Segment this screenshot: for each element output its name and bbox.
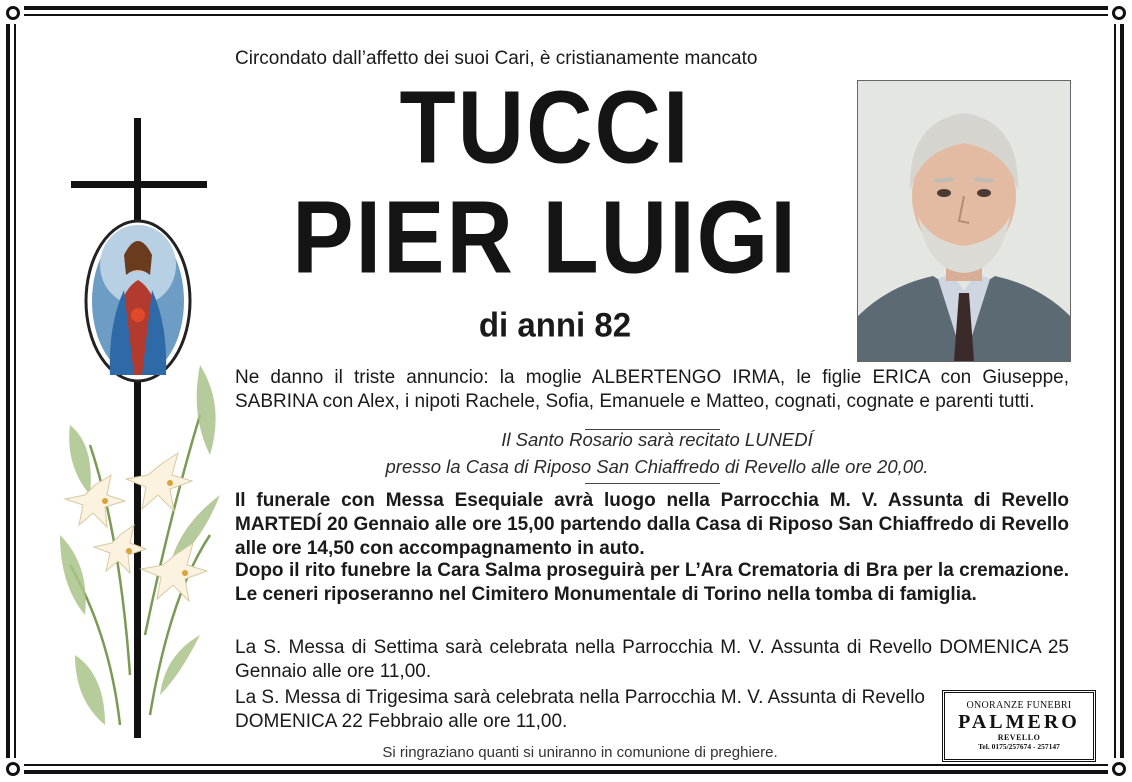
rosary-line-2: presso la Casa di Riposo San Chiaffredo di Revello alle ore 20,00. — [385, 456, 929, 477]
intro-line: Circondato dall’affetto dei suoi Cari, è cristianamente mancato — [235, 48, 758, 69]
rosary-line-1: Il Santo Rosario sarà recitato LUNEDÍ — [501, 429, 813, 450]
funeral-home-box — [942, 690, 1096, 762]
thanks-line: Si ringraziano quanti si uniranno in comunione di preghiere. — [382, 744, 778, 761]
funeral-details: Il funerale con Messa Esequiale avrà luogo nella Parrocchia M. V. Assunta di Revello MARTEDÍ 20 Gennaio alle ore 15,00 partendo dalla Casa di Riposo San Chiaffredo di Revello alle ore 14,50 con accompagnamento in auto. — [235, 490, 1069, 559]
funeral-home-name: PALMERO — [958, 711, 1080, 733]
cremation-details: Dopo il rito funebre la Cara Salma proseguirà per L’Ara Crematoria di Bra per la cremazione. Le ceneri riposeranno nel Cimitero Monumentale di Torino nella tomba di famiglia. — [235, 560, 1069, 605]
funeral-home-city: REVELLO — [997, 733, 1041, 742]
deceased-surname: TUCCI — [399, 70, 691, 186]
mass-thirtieth-day: La S. Messa di Trigesima sarà celebrata nella Parrocchia M. V. Assunta di Revello DOMENICA 22 Febbraio alle ore 11,00. — [235, 687, 925, 732]
corner-ornament — [1108, 2, 1130, 24]
announcement-text: Ne danno il triste annuncio: la moglie ALBERTENGO IRMA, le figlie ERICA con Giuseppe, SABRINA con Alex, i nipoti Rachele, Sofia, Emanuele e Matteo, cognati, cognate e parenti tutti. — [235, 367, 1069, 412]
cross-with-lilies-illustration — [50, 115, 235, 745]
funeral-home-title: ONORANZE FUNEBRI — [966, 700, 1072, 711]
deceased-age: di anni 82 — [478, 305, 632, 344]
funeral-home-phone: Tel. 0175/257674 - 257147 — [978, 742, 1060, 751]
deceased-first-name: PIER LUIGI — [292, 180, 798, 296]
deceased-portrait-photo — [857, 80, 1071, 362]
corner-ornament — [1108, 758, 1130, 780]
corner-ornament — [2, 2, 24, 24]
mass-seventh-day: La S. Messa di Settima sarà celebrata nella Parrocchia M. V. Assunta di Revello DOMENICA 25 Gennaio alle ore 11,00. — [235, 637, 1069, 682]
divider-line — [585, 483, 720, 484]
corner-ornament — [2, 758, 24, 780]
